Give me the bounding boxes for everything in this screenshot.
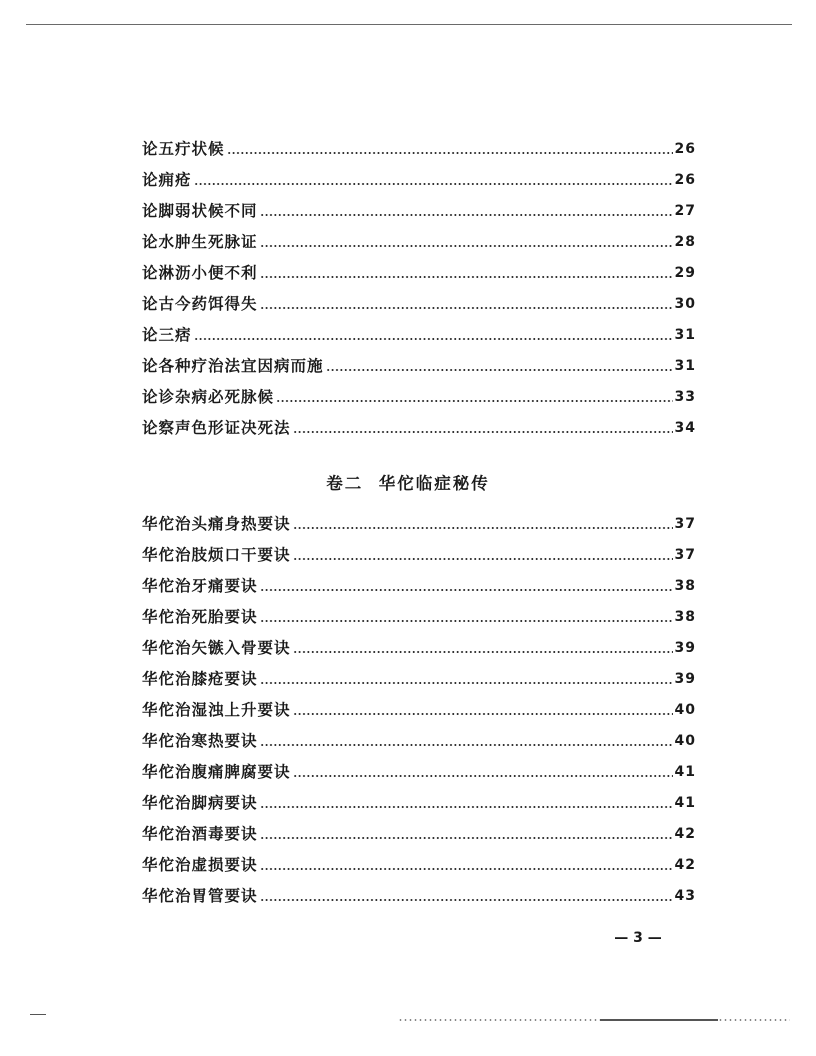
toc-entry-page: 41 <box>674 795 696 811</box>
dot-leader <box>260 820 673 840</box>
toc-entry-title: 华佗治湿浊上升要诀 <box>142 700 291 719</box>
toc-entry[interactable] <box>142 199 696 221</box>
dot-leader <box>227 135 673 155</box>
toc-entry-page: 31 <box>674 327 696 343</box>
scan-artifact <box>398 1018 790 1022</box>
toc-entry-page: 40 <box>674 702 696 718</box>
dot-leader <box>293 696 673 716</box>
page-number: — 3 — <box>614 930 662 946</box>
toc-entry-title: 论五疔状候 <box>142 139 225 158</box>
toc-entry-title: 华佗治酒毒要诀 <box>142 824 258 843</box>
toc-entry-page: 33 <box>674 389 696 405</box>
dot-leader <box>293 634 673 654</box>
dot-leader <box>276 383 673 403</box>
toc-entry-page: 38 <box>674 609 696 625</box>
toc-entry[interactable] <box>142 512 696 534</box>
dot-leader <box>293 758 673 778</box>
scan-artifact <box>600 1019 718 1021</box>
toc-entry[interactable] <box>142 729 696 751</box>
toc-entry-page: 37 <box>674 516 696 532</box>
toc-entry-page: 30 <box>674 296 696 312</box>
toc-entry-page: 41 <box>674 764 696 780</box>
dot-leader <box>326 352 673 372</box>
toc-entry-page: 28 <box>674 234 696 250</box>
toc-entry-title: 华佗治膝疮要诀 <box>142 669 258 688</box>
dot-leader <box>260 197 673 217</box>
toc-entry[interactable] <box>142 698 696 720</box>
toc-entry[interactable] <box>142 822 696 844</box>
top-rule <box>26 24 792 25</box>
toc-entry-title: 论三痞 <box>142 325 192 344</box>
toc-entry-title: 华佗治脚病要诀 <box>142 793 258 812</box>
toc-entry[interactable] <box>142 605 696 627</box>
dot-leader <box>260 290 673 310</box>
toc-entry[interactable] <box>142 791 696 813</box>
dot-leader <box>293 541 673 561</box>
toc-entry-title: 华佗治胃管要诀 <box>142 886 258 905</box>
dot-leader <box>260 228 673 248</box>
toc-entry[interactable] <box>142 323 696 345</box>
toc-entry-title: 论脚弱状候不同 <box>142 201 258 220</box>
toc-entry-title: 论诊杂病必死脉候 <box>142 387 275 406</box>
toc-entry[interactable] <box>142 574 696 596</box>
toc-entry-page: 29 <box>674 265 696 281</box>
toc-entry[interactable] <box>142 416 696 438</box>
toc-entry-page: 39 <box>674 671 696 687</box>
toc-entry[interactable] <box>142 354 696 376</box>
toc-entry[interactable] <box>142 261 696 283</box>
toc-entry-title: 论古今药饵得失 <box>142 294 258 313</box>
toc-entry-page: 37 <box>674 547 696 563</box>
toc-entry-title: 华佗治牙痛要诀 <box>142 576 258 595</box>
toc-entry[interactable] <box>142 385 696 407</box>
dot-leader <box>293 414 673 434</box>
section-heading: 卷二 华佗临症秘传 <box>326 474 490 493</box>
dot-leader <box>260 789 673 809</box>
toc-entry-title: 华佗治寒热要诀 <box>142 731 258 750</box>
toc-entry-title: 华佗治矢镞入骨要诀 <box>142 638 291 657</box>
toc-entry-page: 38 <box>674 578 696 594</box>
toc-entry[interactable] <box>142 853 696 875</box>
toc-entry[interactable] <box>142 667 696 689</box>
dot-leader <box>194 166 673 186</box>
toc-entry-title: 华佗治死胎要诀 <box>142 607 258 626</box>
toc-entry-title: 论各种疗治法宜因病而施 <box>142 356 324 375</box>
toc-entry-page: 39 <box>674 640 696 656</box>
toc-entry[interactable] <box>142 137 696 159</box>
toc-entry-title: 论察声色形证决死法 <box>142 418 291 437</box>
toc-entry[interactable] <box>142 636 696 658</box>
dot-leader <box>194 321 673 341</box>
toc-entry[interactable] <box>142 884 696 906</box>
toc-entry-title: 华佗治腹痛脾腐要诀 <box>142 762 291 781</box>
toc-entry[interactable] <box>142 543 696 565</box>
toc-entry-page: 26 <box>674 172 696 188</box>
dot-leader <box>260 572 673 592</box>
toc-entry[interactable] <box>142 168 696 190</box>
toc-entry-title: 华佗治肢烦口干要诀 <box>142 545 291 564</box>
dot-leader <box>260 851 673 871</box>
toc-entry-title: 华佗治虚损要诀 <box>142 855 258 874</box>
dot-leader <box>260 665 673 685</box>
toc-entry-page: 27 <box>674 203 696 219</box>
toc-entry[interactable] <box>142 292 696 314</box>
toc-entry-page: 43 <box>674 888 696 904</box>
toc-entry-page: 34 <box>674 420 696 436</box>
dot-leader <box>260 727 673 747</box>
dot-leader <box>260 882 673 902</box>
toc-entry-page: 42 <box>674 857 696 873</box>
toc-entry-title: 华佗治头痛身热要诀 <box>142 514 291 533</box>
toc-entry-title: 论淋沥小便不利 <box>142 263 258 282</box>
scan-artifact <box>30 1014 46 1015</box>
dot-leader <box>293 510 673 530</box>
toc-entry-title: 论痈疮 <box>142 170 192 189</box>
toc-entry-page: 26 <box>674 141 696 157</box>
toc-entry-title: 论水肿生死脉证 <box>142 232 258 251</box>
toc-entry-page: 31 <box>674 358 696 374</box>
dot-leader <box>260 259 673 279</box>
dot-leader <box>260 603 673 623</box>
toc-entry-page: 42 <box>674 826 696 842</box>
toc-entry[interactable] <box>142 230 696 252</box>
toc-entry[interactable] <box>142 760 696 782</box>
toc-entry-page: 40 <box>674 733 696 749</box>
